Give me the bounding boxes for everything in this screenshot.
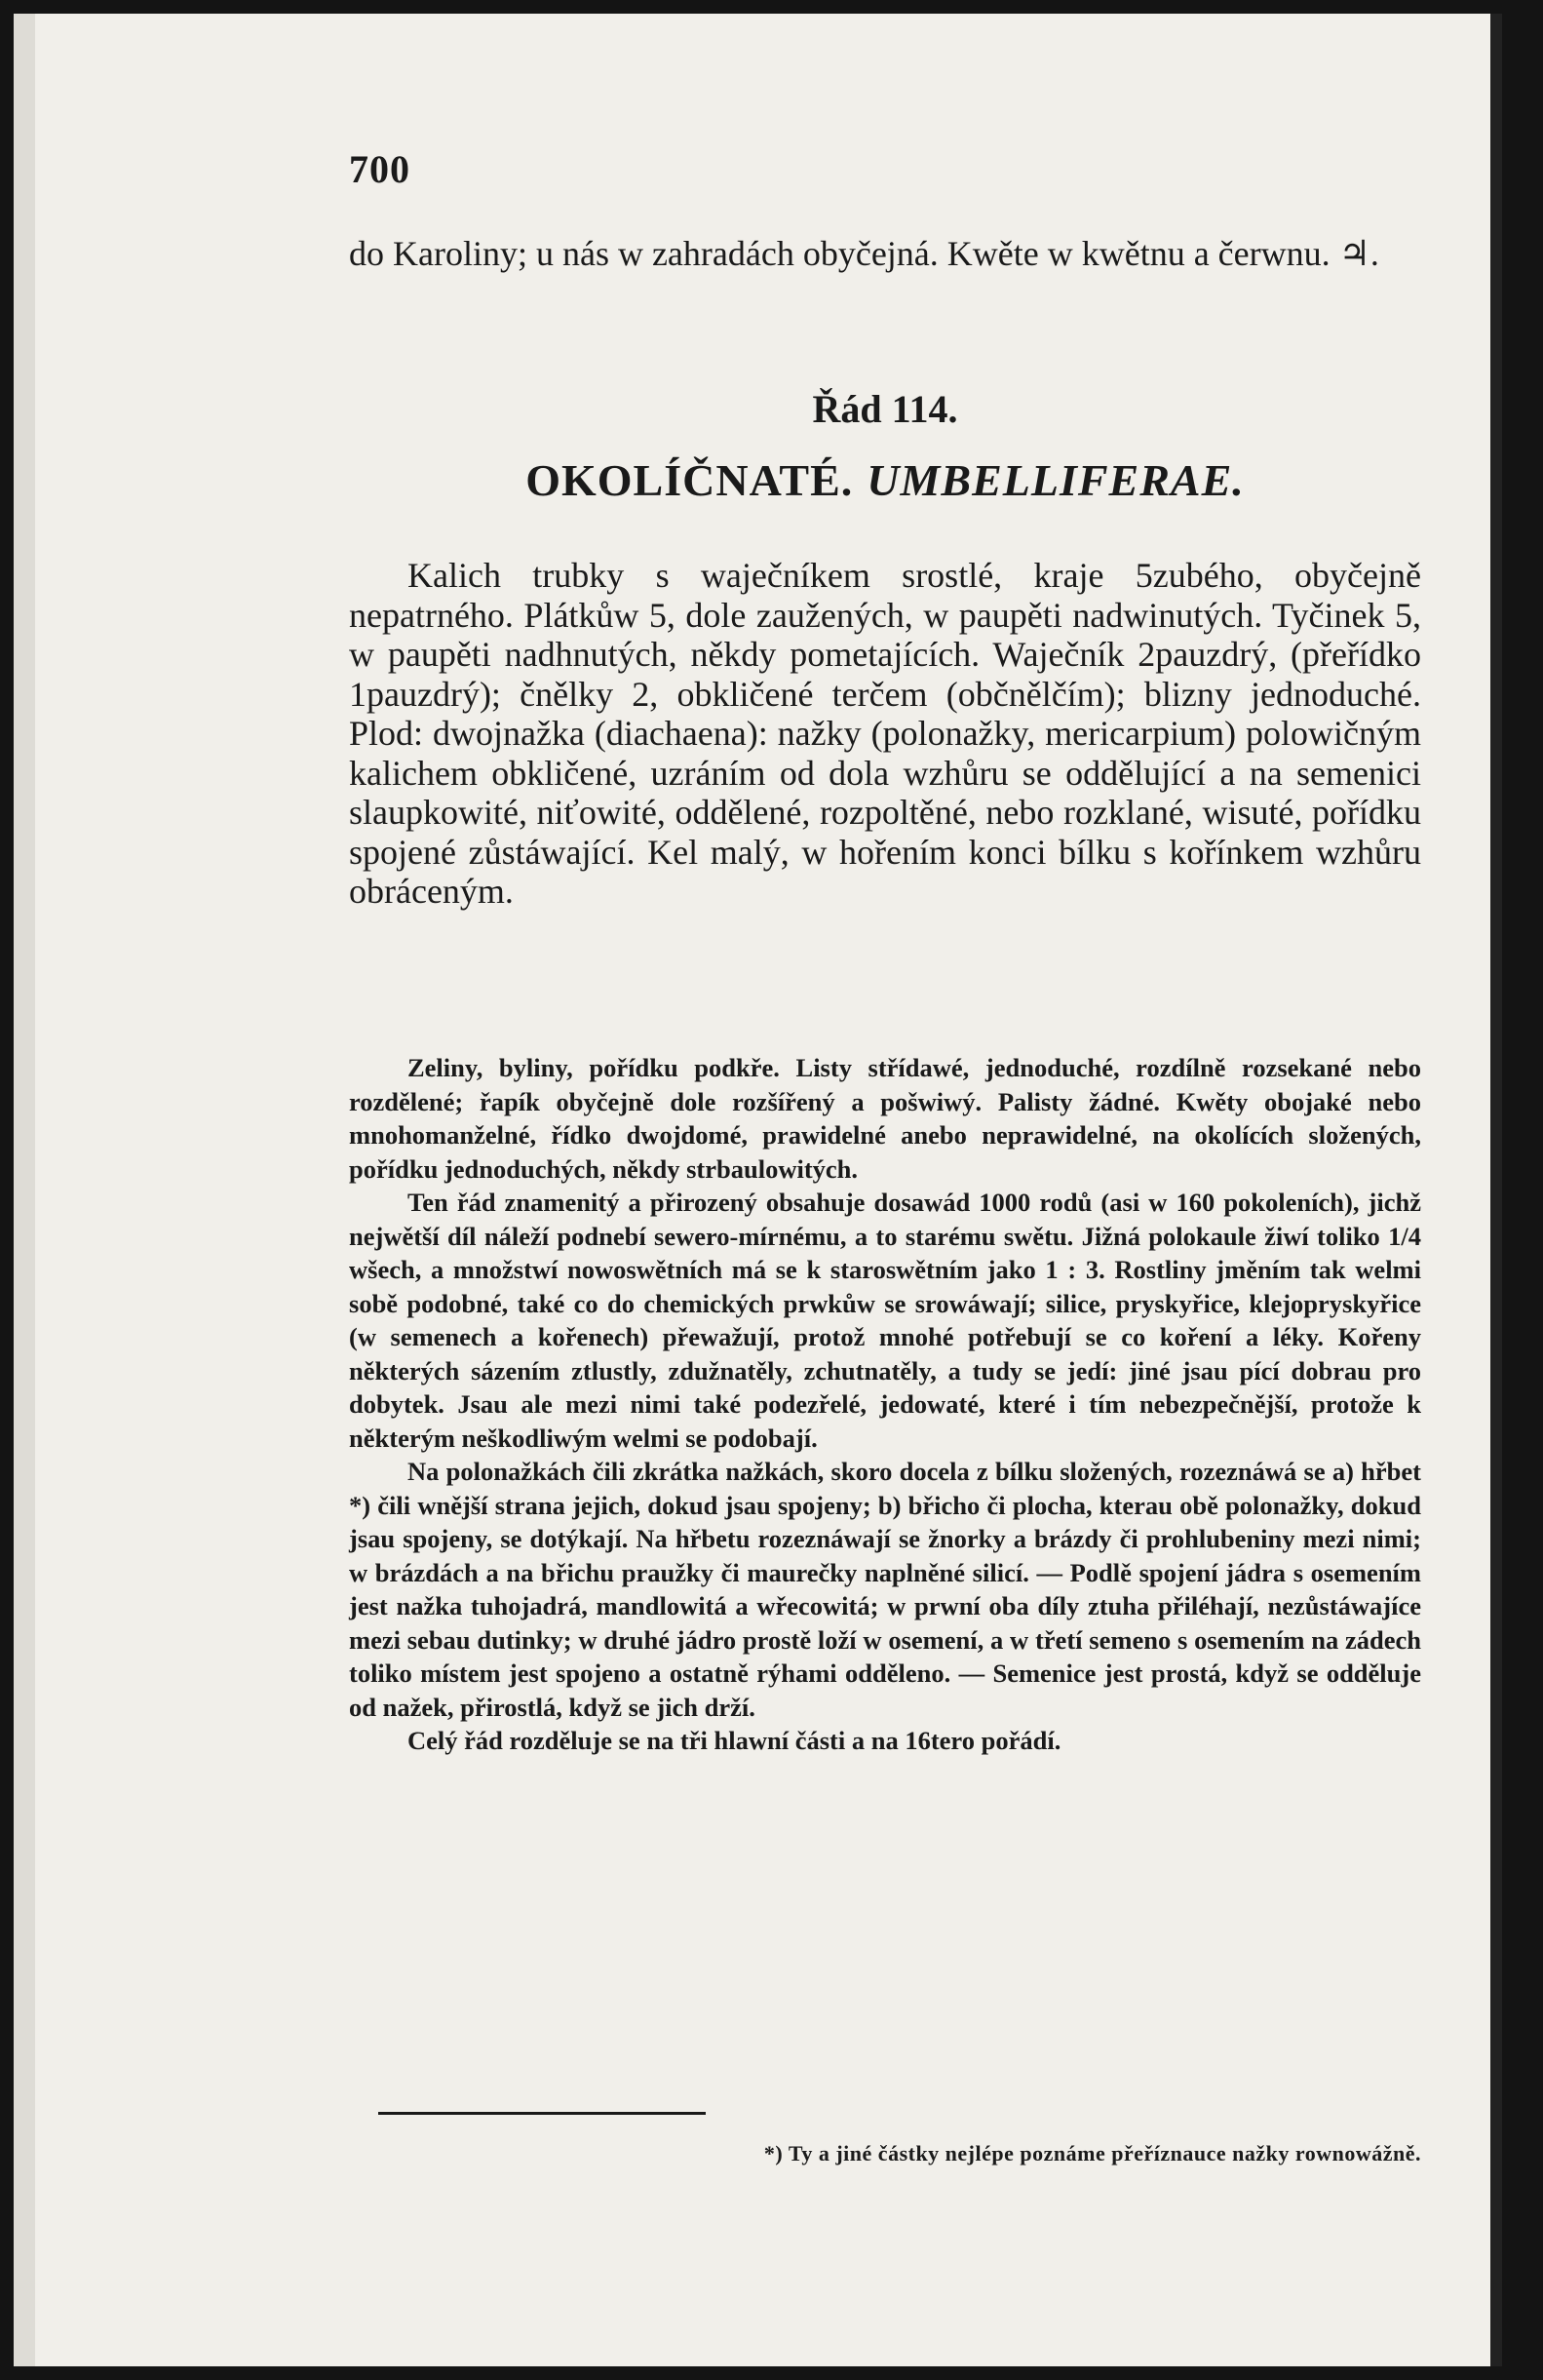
paragraph-block [349, 1051, 1421, 1758]
family-heading [349, 454, 1421, 506]
intro-text: do Karoliny; u nás w zahradách obyčejná. Kwěte w kwětnu a čerwnu. ♃. [349, 234, 1379, 273]
family-name-czech: OKOLÍČNATÉ. [525, 455, 854, 505]
paragraph-fruit-terms: Na polonažkách čili zkrátka nažkách, skoro docela z bílku složených, rozeznáwá se a) hřbet *) čili wnější strana jejich, dokud jsau spojeny; b) břicho či plocha, kterau obě polonažky, dokud jsau spojeny, se dotýkají. Na hřbetu rozeznáwají se žnorky a brázdy či prohlubeniny mezi nimi; w brázdách a na břichu praužky či maurečky naplněné silicí. — Podlě spojení jádra s osemením jest nažka tuhojadrá, mandlowitá a wřecowitá; w prwní oba díly ztuha přiléhají, nezůstáwajíce mezi sebau dutinky; w druhé jádro prostě loží w osemení, a w třetí semeno s osemením na zádech toliko místem jest spojeno a ostatně rýhami odděleno. — Semenice jest prostá, když se odděluje od nažek, přirostlá, když se jich drží. [349, 1457, 1421, 1722]
paragraph-distribution: Ten řád znamenitý a přirozený obsahuje dosawád 1000 rodů (asi w 160 pokoleních), jichž nejwětší díl náleží podnebí sewero-mírnému, a to starému swětu. Jižná polokaule žiwí toliko 1/4 wšech, a množstwí nowoswětních má se k staroswětním jako 1 : 3. Rostliny jměním tak welmi sobě podobné, také co do chemických prwkůw se srowáwají; silice, pryskyřice, klejopryskyřice (w semenech a kořenech) přewažují, protož mnohé potřebují se co koření a léky. Kořeny některých sázením ztlustly, zdužnatěly, zchutnatěly, a tudy se jedí: jiné jsau pící dobrau pro dobytek. Jsau ale mezi nimi také podezřelé, jedowaté, které i tím nebezpečnější, protože k některým neškodliwým welmi se podobají. [349, 1188, 1421, 1453]
order-heading: Řád 114. [812, 387, 958, 431]
paragraph-division: Celý řád rozděluje se na tři hlawní části a na 16tero pořádí. [407, 1726, 1061, 1755]
scan-margin-strip [14, 14, 35, 2366]
book-page [14, 14, 1502, 2366]
scan-right-edge [1490, 14, 1502, 2366]
page-number: 700 [349, 147, 410, 191]
footnote-rule [378, 2112, 706, 2115]
paragraph-habit: Zeliny, byliny, pořídku podkře. Listy střídawé, jednoduché, rozdílně rozsekané nebo rozdělené; řapík obyčejně dole rozšířený a pošwiwý. Palisty žádné. Kwěty obojaké nebo mnohomanželné, řídko dwojdomé, prawidelné anebo neprawidelné, na okolících složených, pořídku jednoduchých, někdy strbaulowitých. [349, 1053, 1421, 1184]
family-description: Kalich trubky s waječníkem srostlé, kraje 5zubého, obyčejně nepatrného. Plátkůw 5, dole zaužených, w paupěti nadwinutých. Tyčinek 5, w paupěti nadhnutých, někdy pometajících. Waječník 2pauzdrý, (přeřídko 1pauzdrý); čnělky 2, obkličené terčem (občnělčím); blizny jednoduché. Plod: dwojnažka (diachaena): nažky (polonažky, mericarpium) polowičným kalichem obkličené, uzráním od dola wzhůru se oddělující a na semenici slaupkowité, niťowité, oddělené, rozpoltěné, nebo rozklané, wisuté, pořídku spojené zůstáwající. Kel malý, w hořením konci bílku s kořínkem wzhůru obráceným. [349, 556, 1421, 911]
family-name-latin: UMBELLIFERAE. [867, 455, 1245, 505]
footnote: *) Ty a jiné částky nejlépe poznáme přeříznauce nažky rownowážně. [763, 2141, 1421, 2165]
